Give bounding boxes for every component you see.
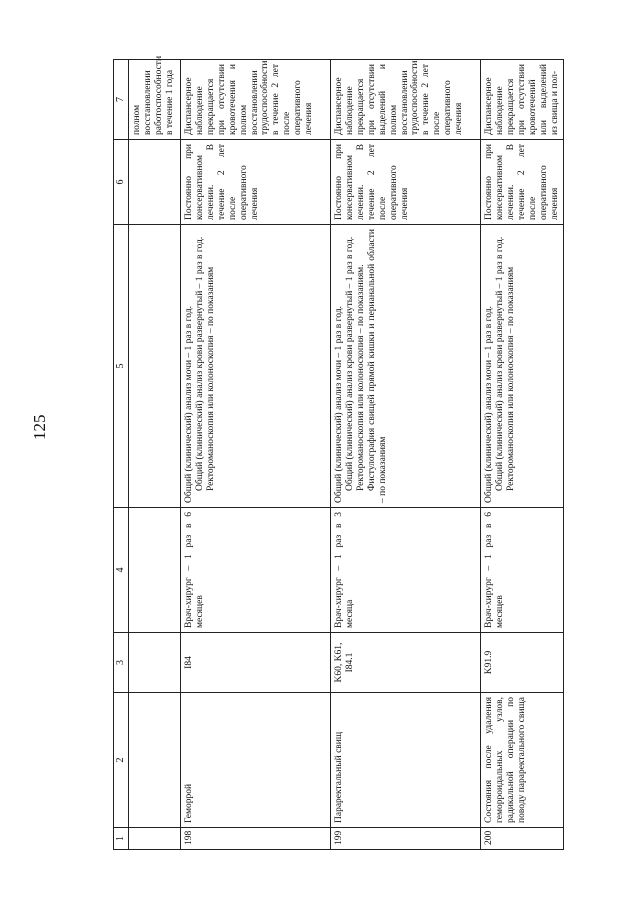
continuation-row bbox=[129, 60, 181, 850]
exam-item: Фистулография свищей прямой кишки и перианальной области – по показаниям bbox=[366, 229, 388, 503]
icd-code: I84 bbox=[181, 633, 331, 693]
dispensary-table bbox=[113, 55, 564, 850]
specialist-frequency: Врач-хирург – 1 раз в 6 месяцев bbox=[181, 508, 331, 633]
header-cell: 1 bbox=[114, 828, 129, 850]
icd-code: K60, K61, I84.1 bbox=[331, 633, 481, 693]
rotated-table-container bbox=[113, 55, 560, 850]
row-number: 199 bbox=[331, 828, 481, 850]
observation-duration: Постоянно при консервативном лечении. В течение 2 лет после оперативного лечения bbox=[481, 140, 564, 225]
diagnosis-name: Геморрой bbox=[181, 693, 331, 828]
header-row bbox=[114, 60, 129, 850]
exams-list bbox=[481, 225, 564, 508]
specialist-frequency: Врач-хирург – 1 раз в 6 месяцев bbox=[481, 508, 564, 633]
exam-item: Общий (клинический) анализ крови развернутый – 1 раз в год. bbox=[344, 236, 355, 491]
exam-item: Ректороманоскопия или колоноскопия – по показаниям. bbox=[355, 264, 366, 491]
exam-item: Ректороманоскопия или колоноскопия – по показаниям bbox=[505, 266, 516, 491]
diagnosis-name: Параректальный свищ bbox=[331, 693, 481, 828]
exams-list bbox=[181, 225, 331, 508]
exam-item: Общий (клинический) анализ мочи – 1 раз в год. bbox=[484, 306, 494, 503]
header-cell: 4 bbox=[114, 508, 129, 633]
header-cell: 2 bbox=[114, 693, 129, 828]
exam-item: Общий (клинический) анализ крови развернутый – 1 раз в год. bbox=[494, 236, 505, 491]
specialist-frequency: Врач-хирург – 1 раз в 3 месяца bbox=[331, 508, 481, 633]
exams-list bbox=[331, 225, 481, 508]
termination-criteria: Диспансерное наблюдение прекращается при отсутствии кровотечений или выделений из свища и пол- bbox=[481, 60, 564, 140]
exam-item: Общий (клинический) анализ мочи – 1 раз в год. bbox=[184, 306, 194, 503]
row-number: 198 bbox=[181, 828, 331, 850]
exam-item: Ректороманоскопия или колоноскопия – по показаниям bbox=[205, 266, 216, 491]
exam-item: Общий (клинический) анализ крови развернутый – 1 раз в год. bbox=[194, 236, 205, 491]
table-row bbox=[181, 60, 331, 850]
page-number: 125 bbox=[30, 414, 49, 440]
exam-item: Общий (клинический) анализ мочи – 1 раз в год. bbox=[334, 306, 344, 503]
header-cell: 5 bbox=[114, 225, 129, 508]
row-number: 200 bbox=[481, 828, 564, 850]
diagnosis-name: Состояния после удаления геморроидальных узлов, радикальной операции по поводу параректального свища bbox=[481, 693, 564, 828]
termination-criteria: Диспансерное наблюдение прекращается при отсутствии выделений и полном восстановлении трудоспособности в течение 2 лет после оперативного лечения bbox=[331, 60, 481, 140]
continuation-outcome: полном восстановлении работоспособности в течение 1 года bbox=[129, 60, 181, 140]
header-cell: 3 bbox=[114, 633, 129, 693]
table-row bbox=[481, 60, 564, 850]
header-cell: 6 bbox=[114, 140, 129, 225]
icd-code: K91.9 bbox=[481, 633, 564, 693]
observation-duration: Постоянно при консервативном лечении. В течение 2 лет после оперативного лечения bbox=[181, 140, 331, 225]
table-row bbox=[331, 60, 481, 850]
observation-duration: Постоянно при консервативном лечении. В течение 2 лет после оперативного лечения bbox=[331, 140, 481, 225]
header-cell: 7 bbox=[114, 60, 129, 140]
termination-criteria: Диспансерное наблюдение прекращается при отсутствии кровотечения и полном восстановлении трудоспособности в течение 2 лет после оперативного лечения bbox=[181, 60, 331, 140]
